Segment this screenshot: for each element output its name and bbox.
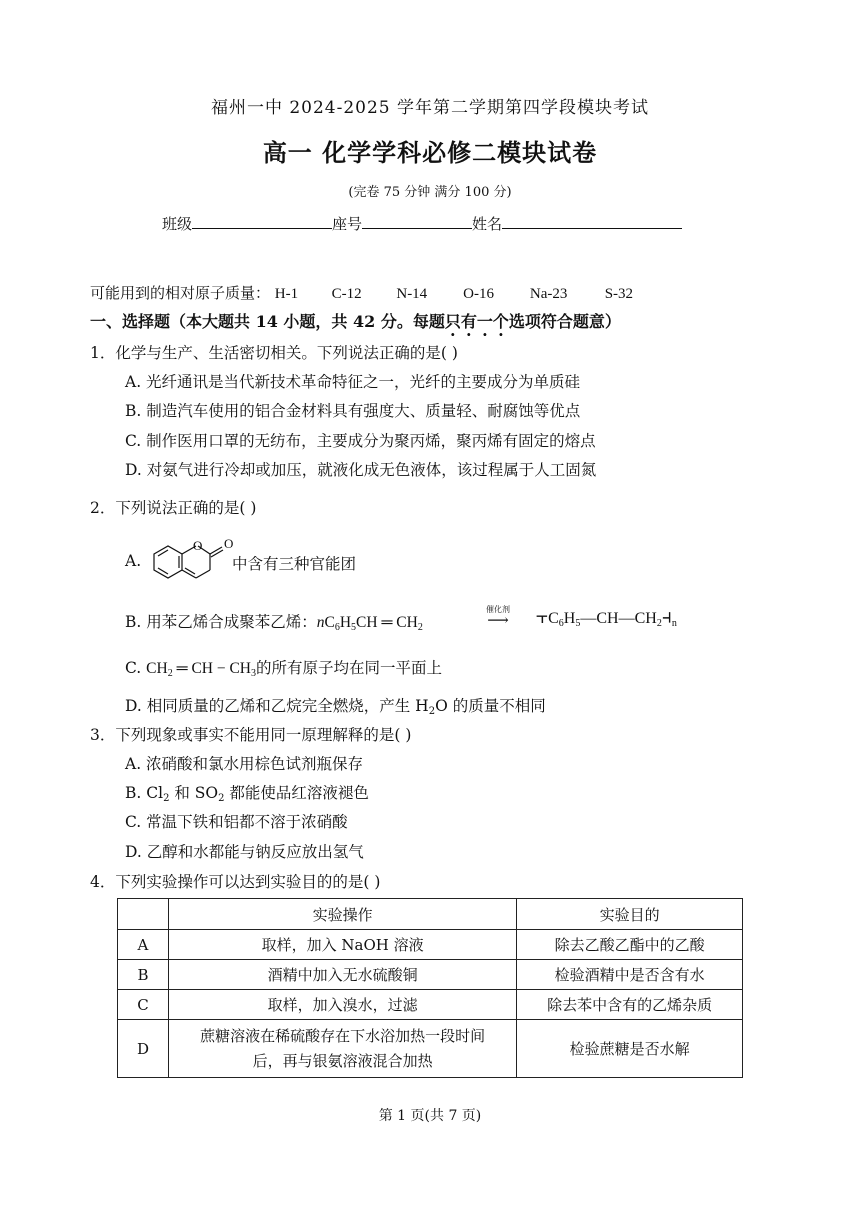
- goal-cell: 检验蔗糖是否水解: [517, 1020, 743, 1078]
- question-3-stem: 3．下列现象或事实不能用同一原理解释的是( ): [90, 726, 412, 744]
- question-1-option-b: B. 制造汽车使用的铝合金材料具有强度大、质量轻、耐腐蚀等优点: [125, 402, 581, 420]
- goal-cell: 除去苯中含有的乙烯杂质: [517, 990, 743, 1020]
- experiment-table: [117, 898, 743, 1078]
- goal-cell: 检验酒精中是否含有水: [517, 960, 743, 990]
- question-1-option-c: C. 制作医用口罩的无纺布，主要成分为聚丙烯，聚丙烯有固定的熔点: [125, 432, 596, 450]
- atomic-mass-label: 可能用到的相对原子质量：: [90, 284, 271, 302]
- table-header-cell: 实验目的: [517, 899, 743, 930]
- atomic-mass-item: C-12: [331, 286, 362, 302]
- class-field[interactable]: [192, 214, 332, 229]
- school-exam-title: 福州一中 2024-2025 学年第二学期第四学段模块考试: [210, 98, 650, 118]
- question-2-stem: 2．下列说法正确的是( ): [90, 499, 257, 517]
- operation-line: 后，再与银氨溶液混合加热: [252, 1051, 433, 1070]
- atomic-mass-item: H-1: [274, 286, 299, 302]
- polystyrene-formula: $⫟C_6H_5—CH—CH_2⫞_n$: [536, 606, 677, 629]
- arrow-glyph: ⟶: [487, 611, 509, 629]
- section-heading-text: 选项符合题意）: [508, 312, 621, 331]
- table-row: [118, 990, 743, 1020]
- atomic-mass-item: S-32: [604, 286, 634, 302]
- operation-cell: 酒精中加入无水硫酸铜: [168, 960, 516, 990]
- seat-label: 座号: [332, 215, 363, 233]
- question-2-option-c: [125, 656, 442, 678]
- question-3-option-b: [125, 781, 369, 803]
- operation-cell: [168, 1020, 516, 1078]
- row-label: C: [118, 990, 169, 1020]
- atomic-mass-item: Na-23: [529, 286, 568, 302]
- question-2-option-a-label: A.: [125, 552, 142, 570]
- ring-oxygen-atom: O: [193, 538, 203, 553]
- reaction-arrow: [466, 604, 530, 629]
- section-heading-text: 一、选择题（本大题共 14 小题，共 42 分。每题: [90, 312, 445, 331]
- question-2-option-d: [125, 694, 546, 716]
- atomic-mass-item: N-14: [396, 286, 428, 302]
- question-3-option-b-text: 都能使品红溶液褪色: [224, 784, 369, 802]
- seat-field[interactable]: [362, 214, 472, 229]
- question-3-option-d: D. 乙醇和水都能与钠反应放出氢气: [125, 843, 364, 861]
- question-1-option-a: A. 光纤通讯是当代新技术革命特征之一，光纤的主要成分为单质硅: [125, 373, 581, 391]
- subscript: 2: [218, 793, 225, 804]
- table-row: [118, 1020, 743, 1078]
- table-row: [118, 960, 743, 990]
- question-3-option-a: A. 浓硝酸和氯水用棕色试剂瓶保存: [125, 755, 364, 773]
- styrene-formula: $nC_6H_5CH$ ═ $CH_2$: [316, 614, 423, 633]
- exam-duration-subtitle: (完卷 75 分钟 满分 100 分): [348, 185, 512, 200]
- row-label: D: [118, 1020, 169, 1078]
- emphasis-char: 个: [492, 312, 509, 331]
- emphasis-char: 一: [476, 312, 493, 331]
- class-label: 班级: [162, 215, 193, 233]
- section-heading: [90, 309, 621, 332]
- operation-line: 蔗糖溶液在稀硫酸存在下水浴加热一段时间: [200, 1026, 486, 1045]
- page-title: 高一 化学学科必修二模块试卷: [262, 139, 598, 167]
- question-1-option-d: D. 对氨气进行冷却或加压，就液化成无色液体，该过程属于人工固氮: [125, 461, 597, 479]
- atomic-mass-item: O-16: [463, 286, 494, 302]
- question-3-option-b-text: B. Cl: [125, 784, 164, 802]
- subscript: 2: [428, 706, 436, 717]
- question-2-option-c-text: 的所有原子均在同一平面上: [256, 659, 443, 677]
- emphasis-char: 只: [444, 312, 461, 331]
- emphasis-char: 有: [460, 312, 477, 331]
- question-1-stem: 1．化学与生产、生活密切相关。下列说法正确的是( ): [90, 344, 458, 362]
- question-3-option-c: C. 常温下铁和铝都不溶于浓硝酸: [125, 813, 348, 831]
- question-2-option-d-text: O 的质量不相同: [435, 697, 546, 715]
- question-2-option-d-text: D. 相同质量的乙烯和乙烷完全燃烧，产生 H: [125, 697, 429, 715]
- row-label: A: [118, 930, 169, 960]
- goal-cell: 除去乙酸乙酯中的乙酸: [517, 930, 743, 960]
- name-field[interactable]: [502, 214, 682, 229]
- name-label: 姓名: [472, 215, 503, 233]
- question-3-option-b-text: 和 SO: [169, 784, 219, 802]
- subscript: 2: [163, 793, 170, 804]
- operation-cell: 取样，加入溴水，过滤: [168, 990, 516, 1020]
- table-header-cell: 实验操作: [168, 899, 516, 930]
- table-header-cell: [118, 899, 169, 930]
- carbonyl-oxygen-atom: O: [224, 536, 234, 551]
- table-row: [118, 930, 743, 960]
- question-2-option-b-text: B. 用苯乙烯合成聚苯乙烯：: [125, 613, 317, 631]
- catalyst-label: 催化剂: [486, 605, 510, 614]
- question-4-stem: 4．下列实验操作可以达到实验目的的是( ): [90, 873, 381, 891]
- propene-formula: $CH_2$ ═ CH − $CH_3$: [146, 660, 257, 679]
- question-2-option-b: [125, 610, 423, 632]
- row-label: B: [118, 960, 169, 990]
- atomic-mass-line: [90, 282, 633, 303]
- page-footer: 第 1 页(共 7 页): [378, 1108, 482, 1124]
- student-info-fields: [162, 213, 682, 234]
- table-header-row: [118, 899, 743, 930]
- operation-cell: 取样，加入 NaOH 溶液: [168, 930, 516, 960]
- question-2-option-a-text: 中含有三种官能团: [232, 555, 357, 573]
- question-2-option-c-label: C.: [125, 659, 142, 677]
